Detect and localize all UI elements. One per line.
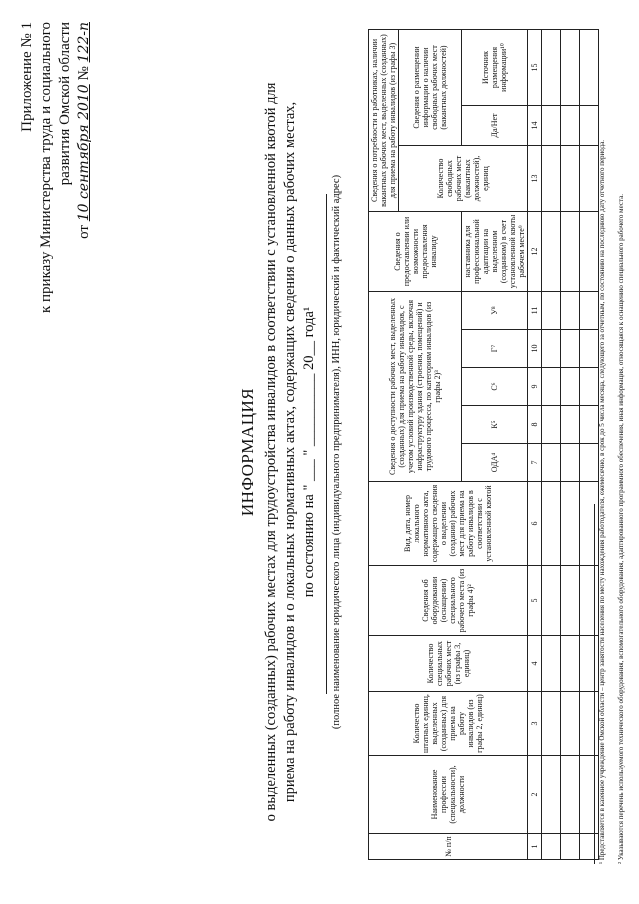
col-num: 5 <box>528 566 542 636</box>
doc-heading: ИНФОРМАЦИЯ <box>238 387 257 517</box>
table-row <box>580 29 599 859</box>
col-num: 2 <box>528 756 542 834</box>
title-text: о выделенных (созданных) рабочих местах для трудоустройства инвалидов в соответствии с установленной квотой для приема на работу инвалидов и о локальных нормативных актах, содержащих сведения о данных рабочих местах, <box>263 82 298 822</box>
col-num: 1 <box>528 834 542 860</box>
col-num: 6 <box>528 482 542 566</box>
col-mentor-header: наставника для профессиональной адаптации на выделенном (созданном) в счет установленной квоты рабочем месте⁹ <box>462 212 528 292</box>
col-oda-header: ОДА⁴ <box>462 444 528 482</box>
col-u-header: У⁸ <box>462 292 528 330</box>
status-date-line: по состоянию на " ___ " __________ 20__ года¹ <box>301 306 317 598</box>
group-mentor-header: Сведения о предоставлении или возможности предоставления инвалиду <box>369 212 462 292</box>
workplaces-table <box>368 29 599 860</box>
org-name-underline <box>326 194 327 694</box>
appendix-block <box>18 22 94 313</box>
col-num: 8 <box>528 406 542 444</box>
appendix-date-line <box>75 22 94 313</box>
col-number-header: № п/п <box>369 834 528 860</box>
col-num: 13 <box>528 146 542 212</box>
number-prefix: № <box>76 66 92 81</box>
group-vacancy-header: Сведения о потребности в работниках, наличии вакантных рабочих мест, выделенных (созданных) для приема на работу инвалидов (из графы 3) <box>369 29 399 211</box>
table-row <box>561 29 580 859</box>
footnote-2: ² Указываются перечень используемого технического оборудования, вспомогательного оборудования, адаптированного программного обеспечения, иная информация, относящаяся к оснащению специального рабочего места. <box>617 194 625 864</box>
footnote-1: ¹ Представляется в казенное учреждение Омской области – центр занятости населения по месту нахождения работодателя, ежемесячно, в срок до 5 числа месяца, следующего за отчетным, по состоянию на последнюю дату отчетного периода. <box>598 139 606 864</box>
col-num: 14 <box>528 106 542 146</box>
col-info-source-header: Источник размещения информации¹⁰ <box>462 29 528 105</box>
group-info-placement-header: Сведения о размещении информации о наличии свободных рабочих мест (вакантных должностей) <box>399 29 462 145</box>
col-num: 12 <box>528 212 542 292</box>
col-num: 11 <box>528 292 542 330</box>
handwritten-number: 122-п <box>76 22 92 63</box>
group-accessibility-header: Сведения о доступности рабочих мест, выделенных (созданных) для приема на работу инвалидов, с учетом условий производственной среды, включая инфраструктуру здания (строения, помещений) и трудового процесса, по категориям инвалидов (из графы 2)³ <box>369 292 462 482</box>
appendix-number: Приложение № 1 <box>19 22 35 132</box>
col-g-header: Г⁷ <box>462 330 528 368</box>
col-units-header: Количество штатных единиц, выделенных (созданных) для приема на работу инвалидов (из графы 2, единиц) <box>369 692 528 756</box>
handwritten-date: 10 сентября 2010 <box>76 84 92 222</box>
header-row-1 <box>369 29 399 859</box>
col-num: 7 <box>528 444 542 482</box>
col-local-act-header: Вид, дата, номер локального нормативного акта, содержащего сведения о выделении (создании) рабочих мест для приема на работу инвалидов в соответствии с установленной квотой <box>369 482 528 566</box>
column-numbers-row <box>528 29 542 859</box>
col-num: 4 <box>528 636 542 692</box>
org-name-caption: (полное наименование юридического лица (индивидуального предпринимателя), ИНН, юридический и фактический адрес) <box>331 174 342 730</box>
col-yes-no-header: Да/Нет <box>462 106 528 146</box>
table-row <box>542 29 561 859</box>
col-special-places-header: Количество специальных рабочих мест (из графы 3, единиц) <box>369 636 528 692</box>
col-num: 3 <box>528 692 542 756</box>
col-num: 10 <box>528 330 542 368</box>
footnote-divider <box>594 504 595 864</box>
appendix-order: к приказу Министерства труда и социального <box>38 22 54 314</box>
date-prefix: от <box>76 225 92 239</box>
col-equipment-header: Сведения об оборудовании (оснащении) специального рабочего места (из графы 4)² <box>369 566 528 636</box>
appendix-ministry: развития Омской области <box>57 22 73 186</box>
col-profession-header: Наименование профессии (специальности), должности <box>369 756 528 834</box>
doc-title-body <box>262 0 319 904</box>
col-num: 15 <box>528 29 542 105</box>
col-free-places-header: Количество свободных рабочих мест (вакантных должностей), единиц <box>399 146 528 212</box>
col-k-header: К⁵ <box>462 406 528 444</box>
col-s-header: С⁶ <box>462 368 528 406</box>
col-num: 9 <box>528 368 542 406</box>
